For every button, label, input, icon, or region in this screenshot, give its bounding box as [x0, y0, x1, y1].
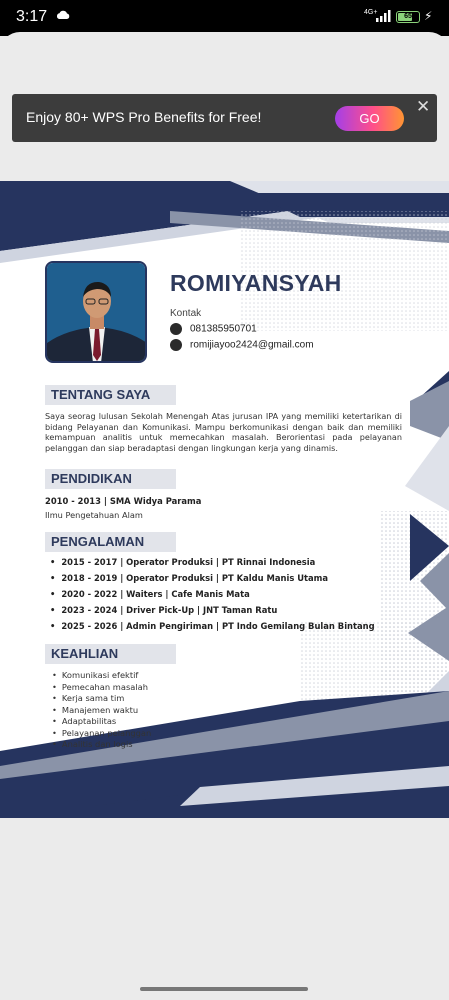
experience-item: • 2015 - 2017 | Operator Produksi | PT Rinnai Indonesia — [50, 557, 315, 567]
contact-label: Kontak — [170, 308, 202, 319]
section-header-about: TENTANG SAYA — [45, 385, 176, 405]
skill-item: • Manajemen waktu — [52, 705, 138, 715]
email-icon — [170, 339, 182, 351]
education-major: Ilmu Pengetahuan Alam — [45, 510, 143, 520]
skill-item: • Pemecahan masalah — [52, 682, 148, 692]
resume-name: ROMIYANSYAH — [170, 270, 342, 296]
battery-level: 65 — [404, 13, 412, 20]
cloud-icon — [56, 10, 70, 20]
experience-item: • 2020 - 2022 | Waiters | Cafe Manis Mata — [50, 589, 250, 599]
skill-item: • Komunikasi efektif — [52, 670, 138, 680]
promo-banner[interactable] — [12, 94, 437, 142]
phone-number: 081385950701 — [190, 323, 257, 335]
experience-item: • 2025 - 2026 | Admin Pengiriman | PT Indo Gemilang Bulan Bintang — [50, 621, 375, 631]
resume-page — [0, 181, 449, 818]
section-header-experience: PENGALAMAN — [45, 532, 176, 552]
experience-item: • 2023 - 2024 | Driver Pick-Up | JNT Taman Ratu — [50, 605, 277, 615]
skill-item: • Analitis dan logis — [52, 739, 133, 749]
status-bar — [0, 0, 449, 36]
profile-photo — [45, 261, 147, 363]
about-text: Saya seorag lulusan Sekolah Menengah Atas jurusan IPA yang memiliki ketertarikan di bidang Pelayanan dan Komunikasi. Mampu berkomunikasi dengan baik dan memiliki kemampuan analitis untuk memecahkan masalah. Berorientasi pada pelayanan pelanggan dan siap beradaptasi dengan lingkungan kerja yang dinamis. — [45, 411, 402, 453]
close-icon[interactable]: ✕ — [416, 97, 431, 117]
home-indicator[interactable] — [140, 987, 308, 991]
battery-icon — [396, 11, 420, 23]
education-school: 2010 - 2013 | SMA Widya Parama — [45, 496, 202, 506]
signal-icon — [376, 10, 392, 22]
phone-row — [170, 323, 257, 335]
email-address: romijiayoo2424@gmail.com — [190, 339, 314, 351]
skill-item: • Pelayanan pelanggan — [52, 728, 151, 738]
section-header-education: PENDIDIKAN — [45, 469, 176, 489]
network-type: 4G+ — [364, 9, 378, 16]
promo-text: Enjoy 80+ WPS Pro Benefits for Free! — [26, 109, 262, 125]
skill-item: • Adaptabilitas — [52, 716, 116, 726]
charging-icon: ⚡ — [424, 9, 433, 23]
promo-go-button[interactable]: GO — [335, 106, 404, 131]
experience-item: • 2018 - 2019 | Operator Produksi | PT Kaldu Manis Utama — [50, 573, 328, 583]
skill-item: • Kerja sama tim — [52, 693, 124, 703]
status-time: 3:17 — [16, 8, 48, 25]
section-header-skills: KEAHLIAN — [45, 644, 176, 664]
phone-icon — [170, 323, 182, 335]
email-row — [170, 339, 314, 351]
